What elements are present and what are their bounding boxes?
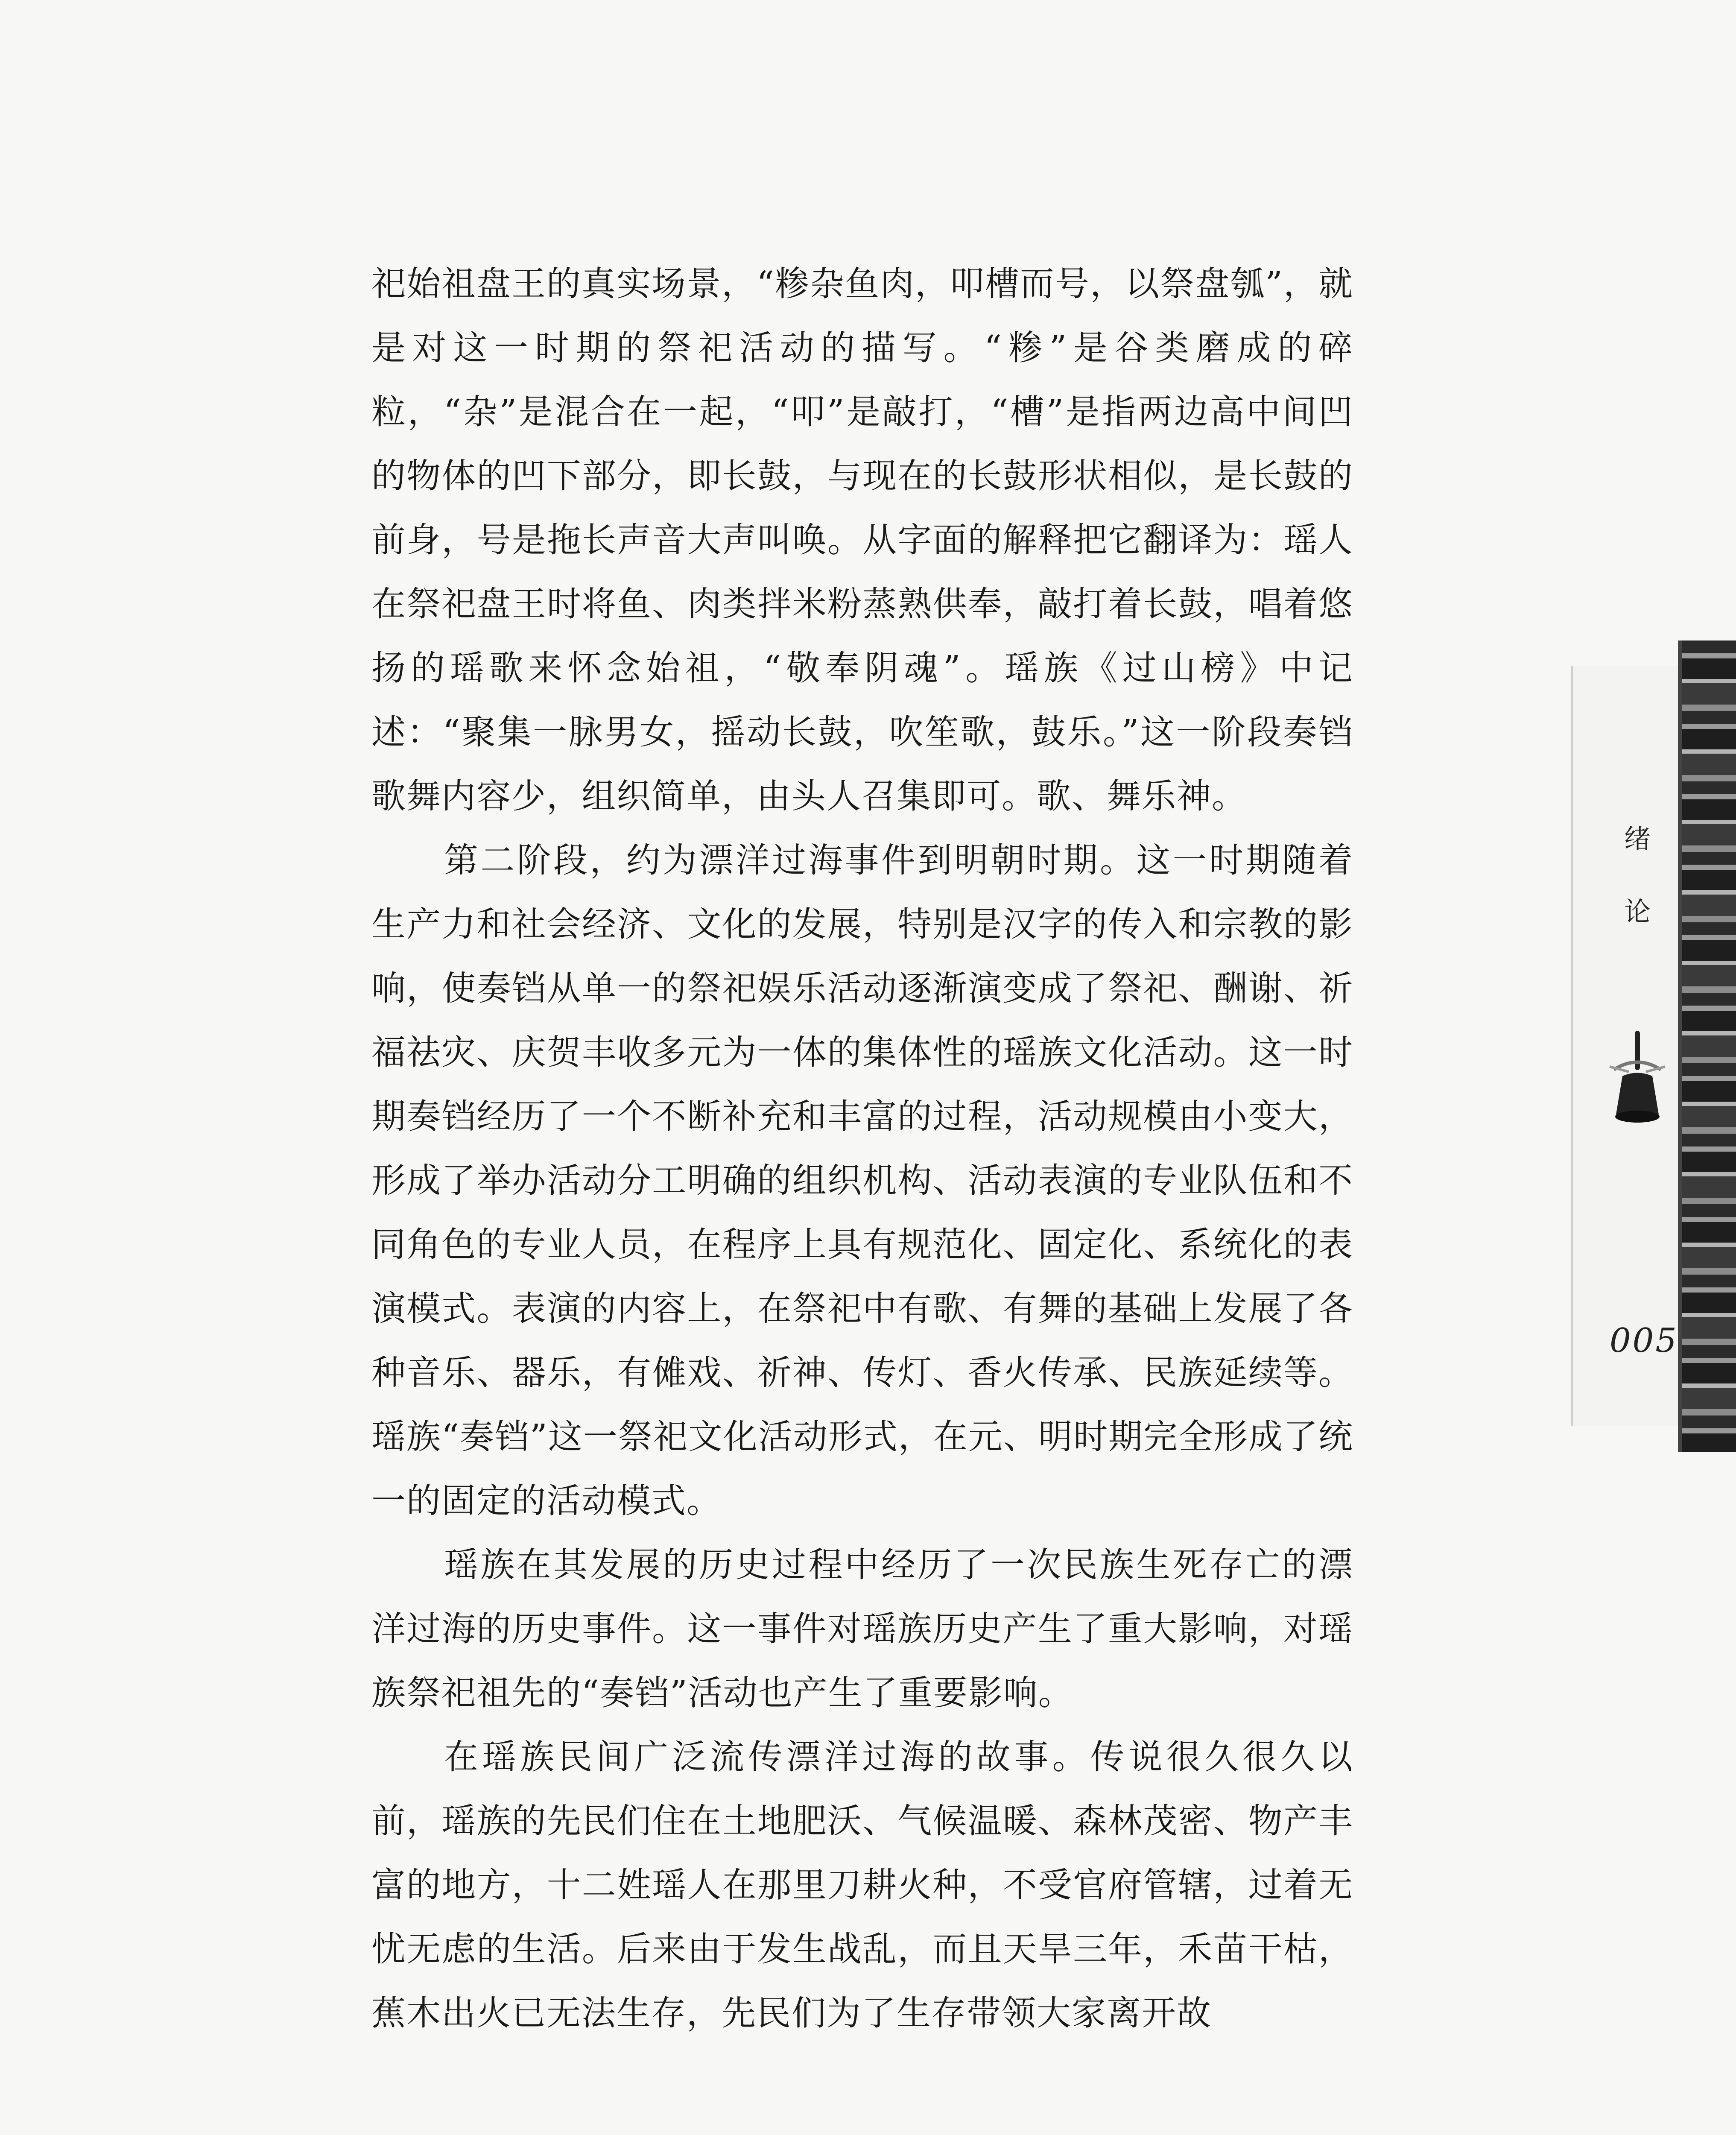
paragraph-1: 祀始祖盘王的真实场景，“糁杂鱼肉，叩槽而号，以祭盘瓠”，就是对这一时期的祭祀活动的描写。“糁”是谷类磨成的碎粒，“杂”是混合在一起，“叩”是敲打，“槽”是指两边高中间凹的物体的凹下部分，即长鼓，与现在的长鼓形状相似，是长鼓的前身，号是拖长声音大声叫唤。从字面的解释把它翻译为：瑶人在祭祀盘王时将鱼、肉类拌米粉蒸熟供奉，敲打着长鼓，唱着悠扬的瑶歌来怀念始祖，“敬奉阴魂”。瑶族《过山榜》中记述：“聚集一脉男女，摇动长鼓，吹笙歌，鼓乐。”这一阶段奏铛歌舞内容少，组织简单，由头人召集即可。歌、舞乐神。 [371, 264, 1353, 816]
decorative-side-band [1678, 640, 1736, 1452]
bell-icon [1605, 1029, 1669, 1136]
chapter-title-char-1: 绪 [1624, 823, 1651, 854]
paragraph-4: 在瑶族民间广泛流传漂洋过海的故事。传说很久很久以前，瑶族的先民们住在土地肥沃、气候温暖、森林茂密、物产丰富的地方，十二姓瑶人在那里刀耕火种，不受官府管辖，过着无忧无虑的生活。后来由于发生战乱，而且天旱三年，禾苗干枯，蕉木出火已无法生存，先民们为了生存带领大家离开故 [371, 1737, 1353, 2033]
paragraph-3: 瑶族在其发展的历史过程中经历了一次民族生死存亡的漂洋过海的历史事件。这一事件对瑶族历史产生了重大影响，对瑶族祭祀祖先的“奏铛”活动也产生了重要影响。 [371, 1545, 1353, 1713]
paragraph-2: 第二阶段，约为漂洋过海事件到明朝时期。这一时期随着生产力和社会经济、文化的发展，特别是汉字的传入和宗教的影响，使奏铛从单一的祭祀娱乐活动逐渐演变成了祭祀、酬谢、祈福祛灾、庆贺丰收多元为一体的集体性的瑶族文化活动。这一时期奏铛经历了一个不断补充和丰富的过程，活动规模由小变大，形成了举办活动分工明确的组织机构、活动表演的专业队伍和不同角色的专业人员，在程序上具有规范化、固定化、系统化的表演模式。表演的内容上，在祭祀中有歌、有舞的基础上发展了各种音乐、器乐，有傩戏、祈神、传灯、香火传承、民族延续等。瑶族“奏铛”这一祭祀文化活动形式，在元、明时期完全形成了统一的固定的活动模式。 [371, 840, 1353, 1521]
chapter-title-char-2: 论 [1624, 896, 1651, 927]
page-body [371, 252, 1353, 2045]
page-number: 005 [1610, 1322, 1678, 1360]
